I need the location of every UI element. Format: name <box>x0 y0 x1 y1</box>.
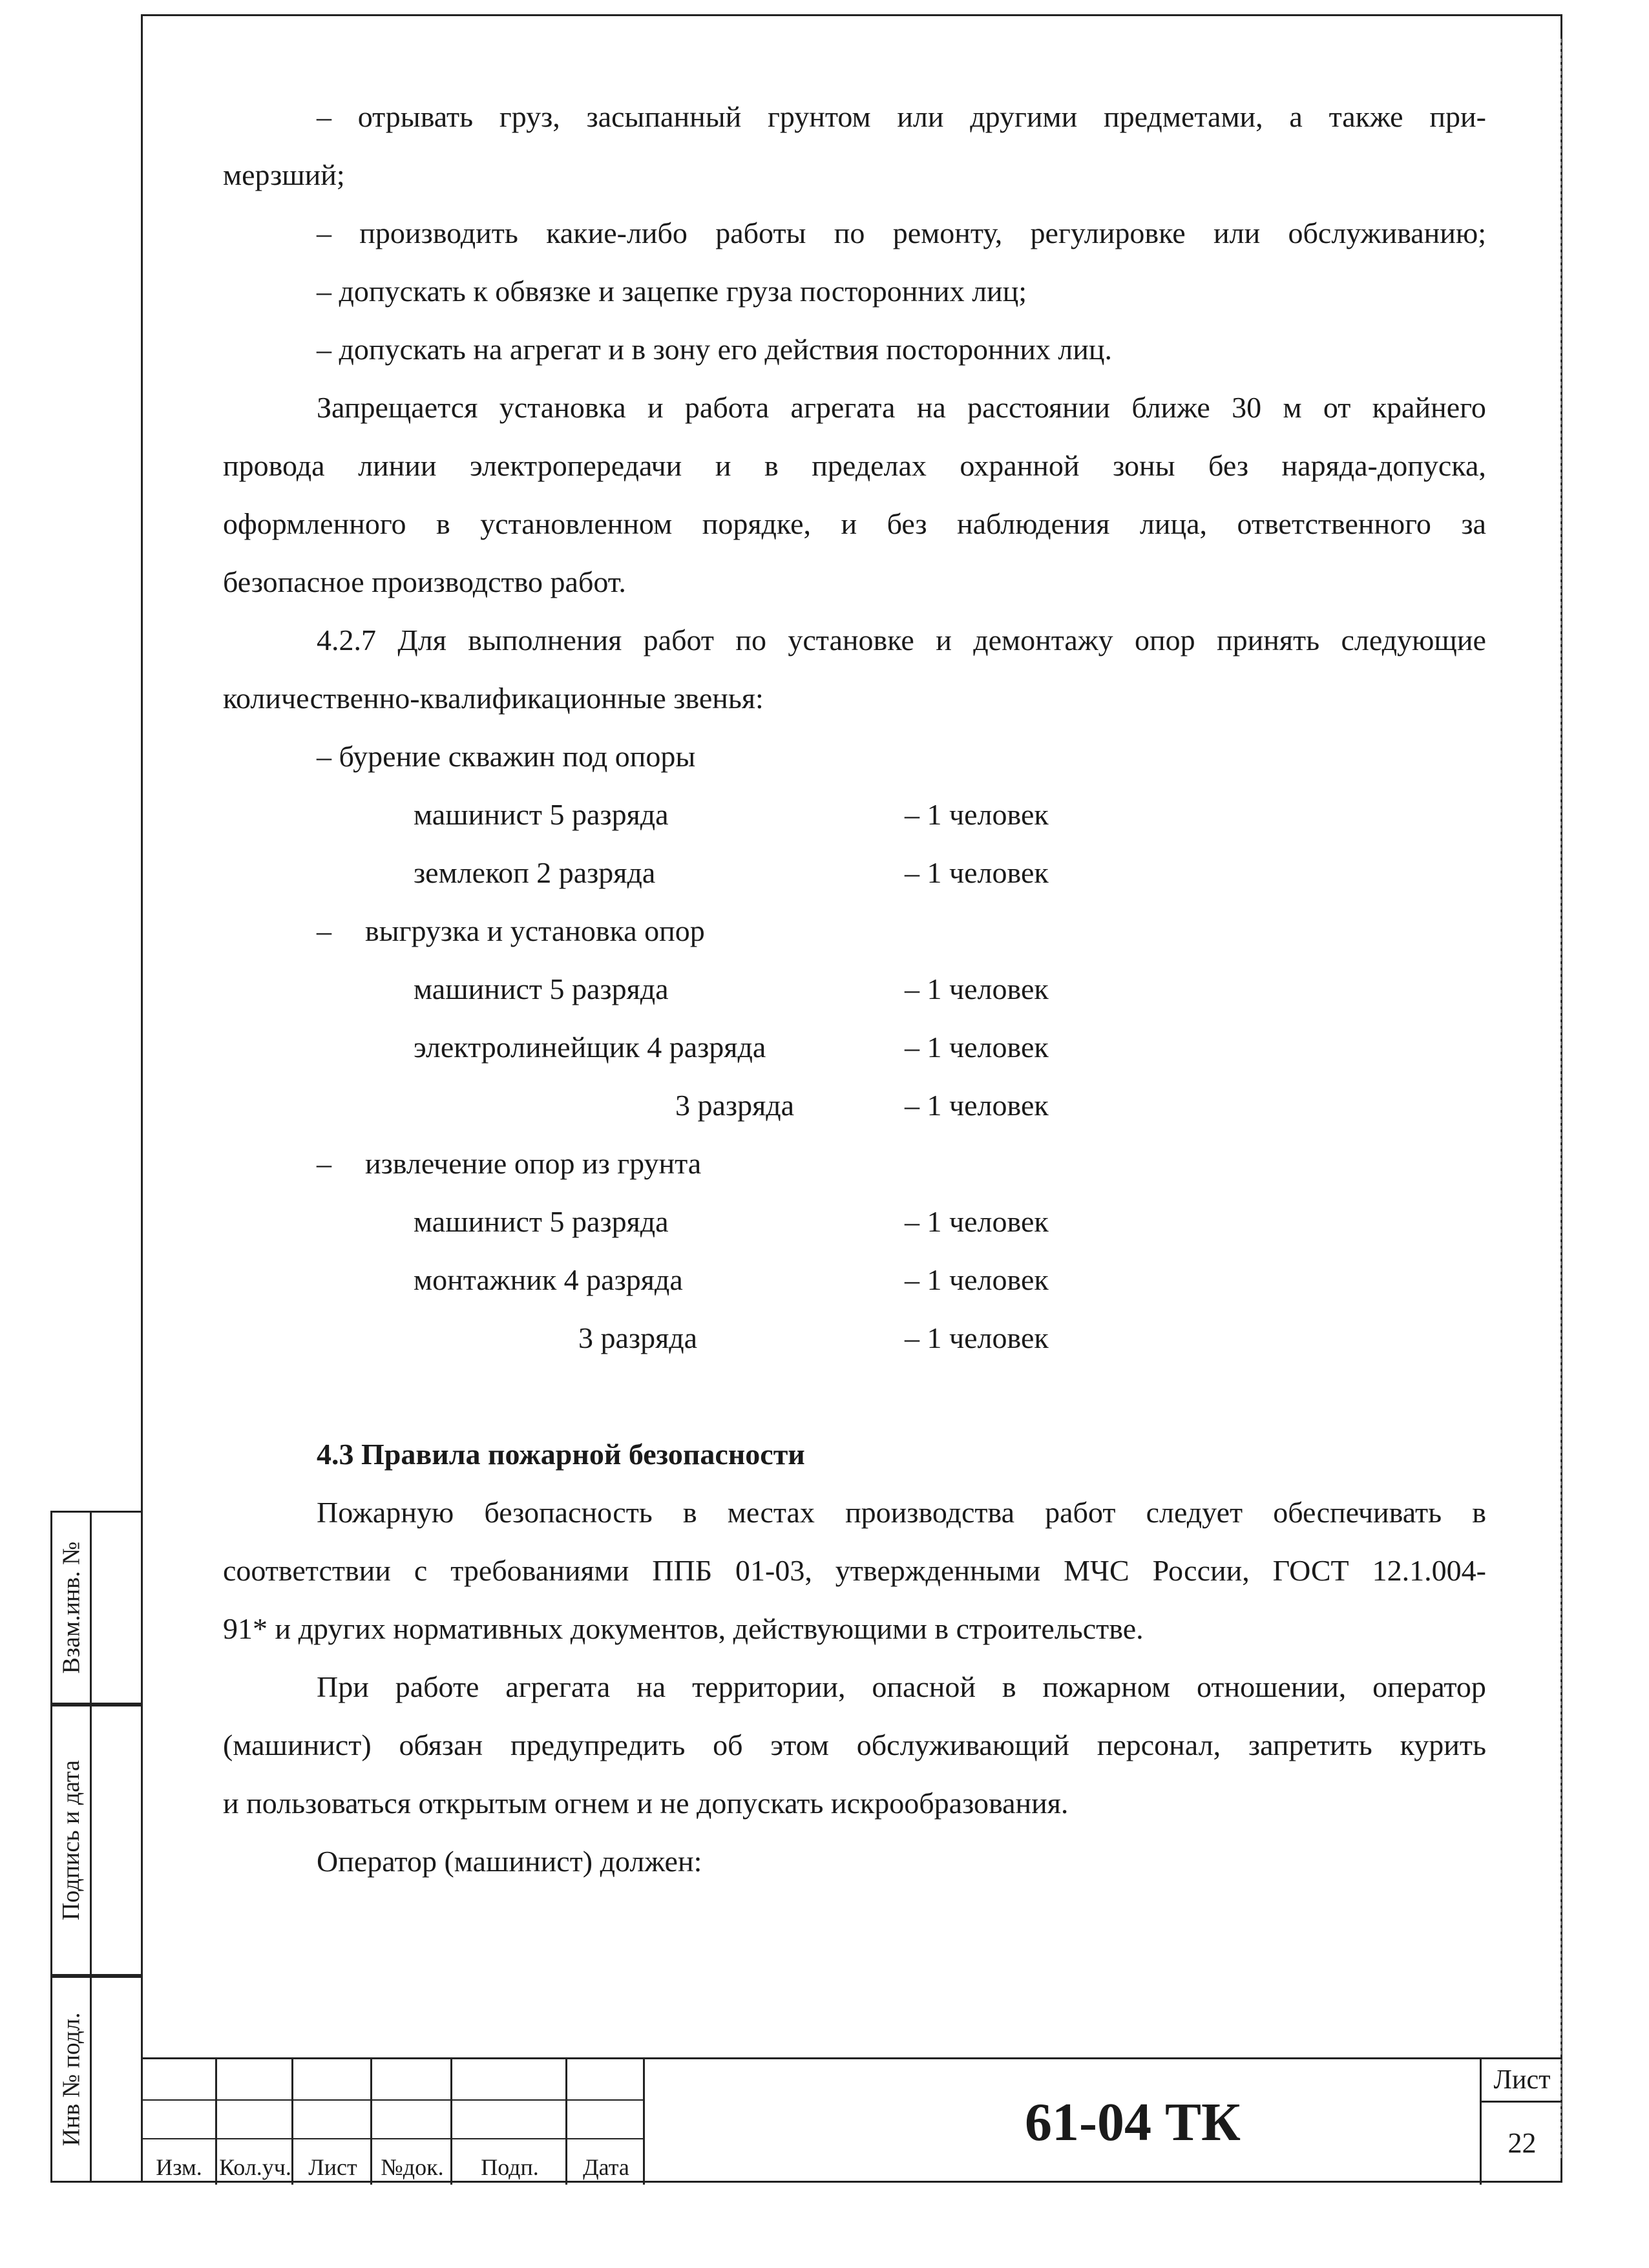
title-block <box>141 2057 1562 2183</box>
side-stamp-inventory <box>50 1976 141 2183</box>
word: и <box>715 449 731 482</box>
word: в <box>1472 1496 1486 1529</box>
crew-role: монтажник 4 разряда <box>414 1263 683 1296</box>
word: (машинист) <box>223 1728 372 1761</box>
word: линии <box>358 449 437 482</box>
sheet-number: 22 <box>1507 2126 1537 2159</box>
word: – <box>317 216 331 249</box>
word: работ <box>1045 1496 1116 1529</box>
word: в <box>1002 1670 1016 1703</box>
word: запретить <box>1248 1728 1372 1761</box>
word: пожарном <box>1042 1670 1171 1703</box>
word: демонтажу <box>973 624 1113 656</box>
word: обслуживанию; <box>1288 216 1486 249</box>
crew-role: машинист 5 разряда <box>414 1205 669 1238</box>
word: опор <box>1135 624 1195 656</box>
word: предупредить <box>510 1728 686 1761</box>
word: – <box>317 100 331 133</box>
crew-count: – 1 человек <box>905 856 1049 889</box>
word: пределах <box>812 449 927 482</box>
word: также <box>1329 100 1403 133</box>
word: регулировке <box>1030 216 1186 249</box>
text-line: и пользоваться открытым огнем и не допускать искрообразования. <box>223 1787 1069 1820</box>
word: и <box>841 507 857 540</box>
text-line <box>223 1730 1486 1760</box>
word: Запрещается <box>317 391 478 424</box>
word: наблюдения <box>956 507 1110 540</box>
word: работе <box>395 1670 479 1703</box>
word: отрывать <box>357 100 474 133</box>
word: ремонту, <box>892 216 1003 249</box>
word: следующие <box>1341 624 1486 656</box>
revision-label: Дата <box>583 2154 629 2180</box>
word: или <box>897 100 944 133</box>
crew-role: 3 разряда <box>578 1321 698 1354</box>
word: наряда-допуска, <box>1281 449 1486 482</box>
text-line: – допускать на агрегат и в зону его действия посторонних лиц. <box>317 333 1112 366</box>
word: этом <box>770 1728 829 1761</box>
word: принять <box>1217 624 1320 656</box>
text-line <box>223 1556 1486 1586</box>
crew-group-title: извлечение опор из грунта <box>365 1147 702 1180</box>
crew-role: машинист 5 разряда <box>414 972 669 1005</box>
crew-count: – 1 человек <box>905 972 1049 1005</box>
text-line: Оператор (машинист) должен: <box>317 1845 702 1878</box>
text-line <box>317 1672 1486 1702</box>
revision-label: Изм. <box>156 2154 202 2180</box>
word: об <box>713 1728 743 1761</box>
word: за <box>1461 507 1486 540</box>
word: без <box>1208 449 1248 482</box>
sheet-box <box>1480 2059 1562 2185</box>
word: безопасность <box>484 1496 653 1529</box>
word: охранной <box>960 449 1080 482</box>
word: на <box>636 1670 666 1703</box>
word: лица, <box>1139 507 1208 540</box>
word: обязан <box>399 1728 483 1761</box>
word: требованиями <box>450 1554 629 1587</box>
text-line: мерзший; <box>223 158 345 191</box>
word: другими <box>970 100 1078 133</box>
revision-label: Лист <box>308 2154 357 2180</box>
crew-count: – 1 человек <box>905 1263 1049 1296</box>
word: Пожарную <box>317 1496 454 1529</box>
word: зоны <box>1113 449 1175 482</box>
word: в <box>682 1496 697 1529</box>
text-line <box>223 451 1486 481</box>
revision-table <box>141 2059 645 2185</box>
crew-group-dash: – <box>317 914 331 947</box>
crew-role: землекоп 2 разряда <box>414 856 656 889</box>
crew-count: – 1 человек <box>905 1089 1049 1122</box>
word: ППБ <box>652 1554 713 1587</box>
word: на <box>916 391 946 424</box>
word: При <box>317 1670 369 1703</box>
word: засыпанный <box>586 100 742 133</box>
text-line <box>317 625 1486 655</box>
word: по <box>735 624 766 656</box>
word: производства <box>845 1496 1015 1529</box>
crew-count: – 1 человек <box>905 1321 1049 1354</box>
crew-group-title: – бурение скважин под опоры <box>317 740 696 773</box>
frame-margin-line <box>1560 39 1562 2158</box>
word: России, <box>1152 1554 1250 1587</box>
text-line: безопасное производство работ. <box>223 565 626 598</box>
word: 30 <box>1232 391 1262 424</box>
word: установленном <box>480 507 673 540</box>
word: опасной <box>872 1670 976 1703</box>
word: порядке, <box>702 507 812 540</box>
word: установка <box>499 391 626 424</box>
word: и <box>647 391 664 424</box>
word: ГОСТ <box>1272 1554 1349 1587</box>
side-stamp-replacement-label: Взам.инв. № <box>58 1541 85 1674</box>
word: установке <box>788 624 914 656</box>
word: производить <box>359 216 518 249</box>
word: расстоянии <box>967 391 1111 424</box>
word: 01-03, <box>735 1554 812 1587</box>
word: предметами, <box>1104 100 1263 133</box>
word: работ <box>643 624 714 656</box>
crew-role: 3 разряда <box>675 1089 795 1122</box>
word: без <box>887 507 927 540</box>
text-line <box>223 509 1486 539</box>
text-line <box>317 218 1486 248</box>
document-code: 61-04 ТК <box>1025 2092 1241 2152</box>
word: 4.2.7 <box>317 624 376 656</box>
word: Для <box>397 624 446 656</box>
word: агрегата <box>790 391 896 424</box>
word: ближе <box>1131 391 1210 424</box>
word: персонал, <box>1097 1728 1221 1761</box>
crew-role: электролинейщик 4 разряда <box>414 1031 766 1064</box>
word: м <box>1283 391 1302 424</box>
word: в <box>764 449 779 482</box>
side-stamp-replacement <box>50 1511 141 1705</box>
word: электропередачи <box>470 449 682 482</box>
word: соответствии <box>223 1554 391 1587</box>
section-heading: 4.3 Правила пожарной безопасности <box>317 1438 805 1471</box>
word: МЧС <box>1064 1554 1129 1587</box>
word: работы <box>715 216 806 249</box>
word: ответственного <box>1237 507 1431 540</box>
word: в <box>436 507 450 540</box>
word: обеспечивать <box>1273 1496 1442 1529</box>
revision-label: Подп. <box>481 2154 539 2180</box>
word: или <box>1213 216 1261 249</box>
word: курить <box>1400 1728 1486 1761</box>
word: от <box>1323 391 1351 424</box>
word: территории, <box>692 1670 846 1703</box>
revision-label: №док. <box>381 2154 444 2180</box>
word: по <box>834 216 865 249</box>
word: груз, <box>499 100 560 133</box>
word: при- <box>1429 100 1486 133</box>
text-line: – допускать к обвязке и зацепке груза посторонних лиц; <box>317 275 1027 308</box>
word: отношении, <box>1196 1670 1347 1703</box>
text-line <box>317 102 1486 132</box>
text-line: количественно-квалификационные звенья: <box>223 682 764 715</box>
word: агрегата <box>505 1670 611 1703</box>
sheet-label: Лист <box>1482 2059 1562 2103</box>
word: утвержденными <box>835 1554 1041 1587</box>
text-line: 91* и других нормативных документов, действующими в строительстве. <box>223 1612 1144 1645</box>
crew-group-dash: – <box>317 1147 331 1180</box>
word: оператор <box>1372 1670 1486 1703</box>
text-line <box>317 393 1486 423</box>
word: оформленного <box>223 507 406 540</box>
side-stamp-inventory-label: Инв № подл. <box>58 2012 85 2147</box>
word: работа <box>684 391 770 424</box>
word: следует <box>1146 1496 1243 1529</box>
crew-count: – 1 человек <box>905 1205 1049 1238</box>
crew-count: – 1 человек <box>905 1031 1049 1064</box>
word: и <box>936 624 952 656</box>
word: выполнения <box>468 624 622 656</box>
word: а <box>1289 100 1303 133</box>
word: обслуживающий <box>856 1728 1069 1761</box>
word: 12.1.004- <box>1372 1554 1486 1587</box>
side-stamp-signature <box>50 1705 141 1976</box>
word: грунтом <box>767 100 871 133</box>
word: провода <box>223 449 325 482</box>
word: крайнего <box>1372 391 1486 424</box>
word: с <box>414 1554 428 1587</box>
crew-role: машинист 5 разряда <box>414 798 669 831</box>
revision-label: Кол.уч. <box>219 2154 291 2180</box>
crew-count: – 1 человек <box>905 798 1049 831</box>
word: какие-либо <box>546 216 688 249</box>
text-line <box>317 1498 1486 1528</box>
word: местах <box>727 1496 815 1529</box>
crew-group-title: выгрузка и установка опор <box>365 914 705 947</box>
side-stamp-signature-label: Подпись и дата <box>58 1759 85 1921</box>
